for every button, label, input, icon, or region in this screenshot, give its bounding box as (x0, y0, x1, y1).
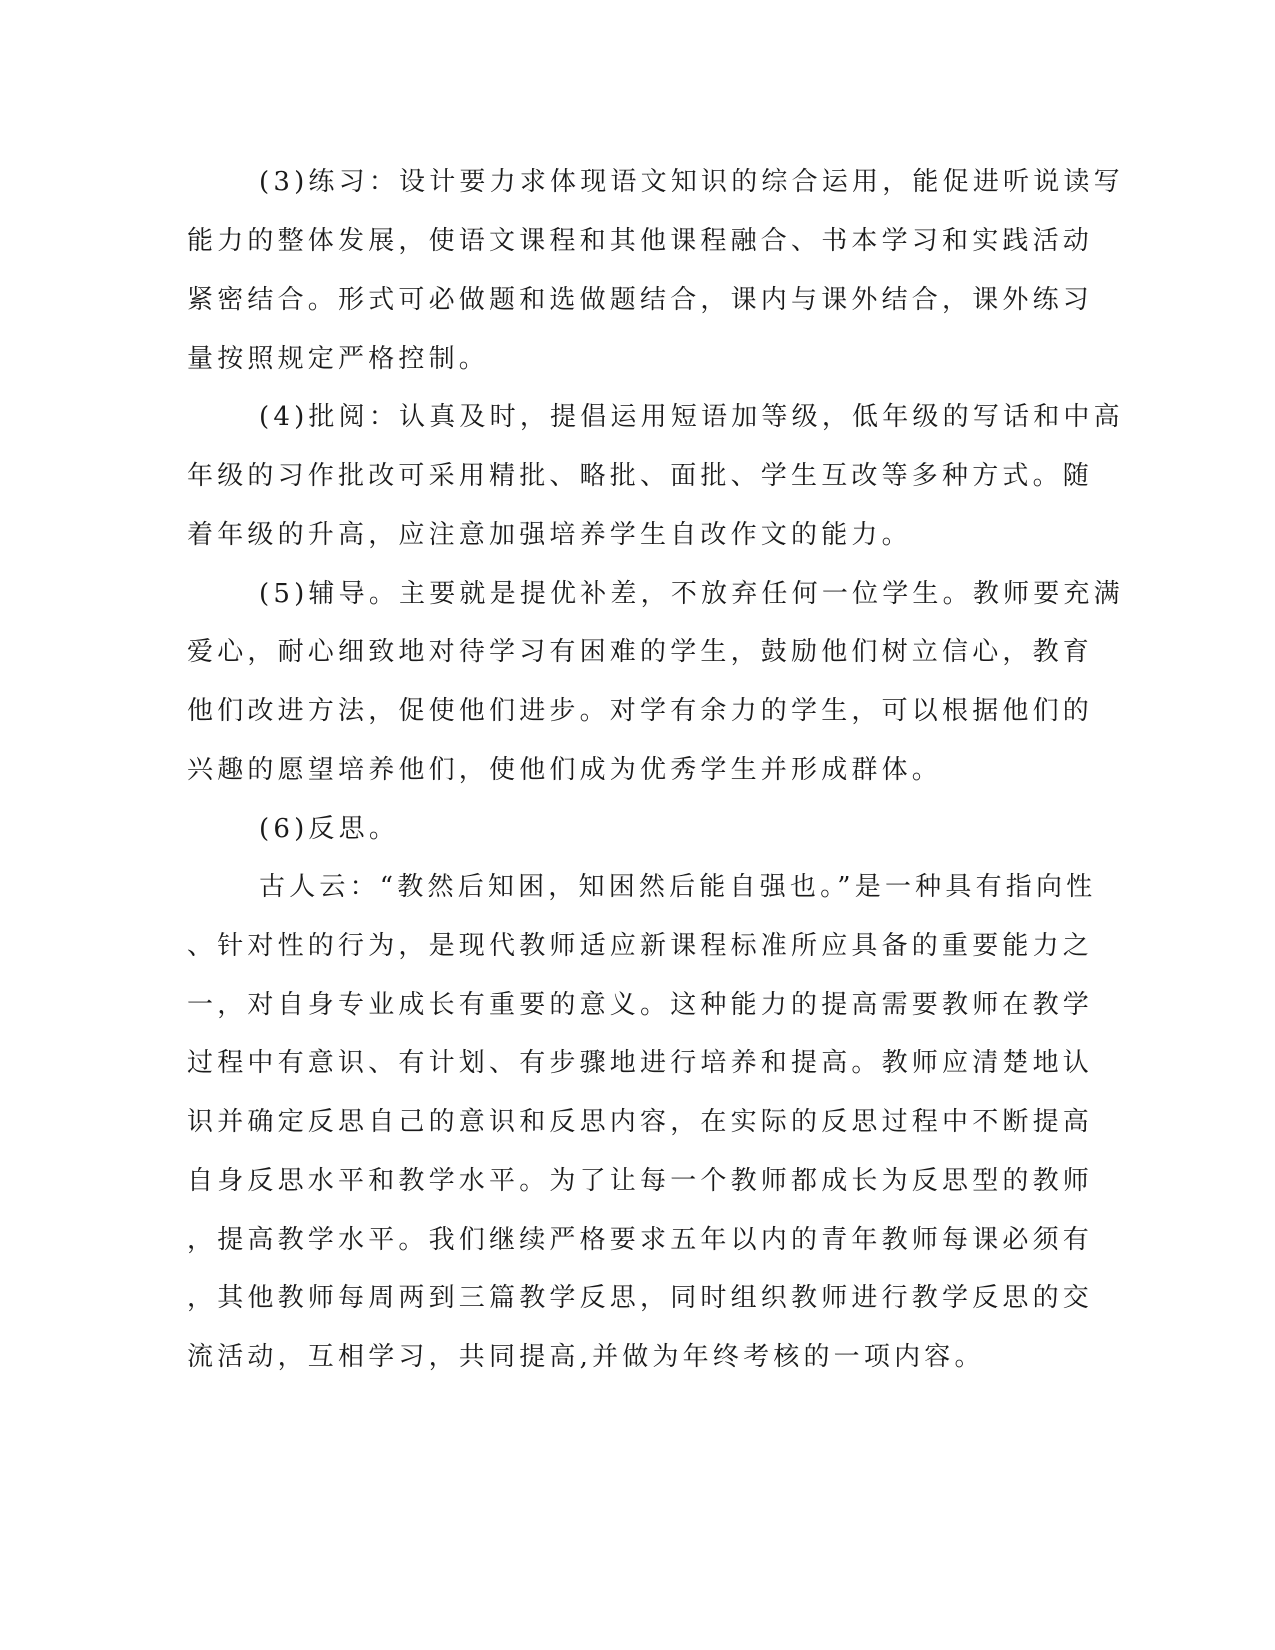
text-line: 他们改进方法，促使他们进步。对学有余力的学生，可以根据他们的 (187, 696, 1094, 726)
text-line: 过程中有意识、有计划、有步骤地进行培养和提高。教师应清楚地认 (187, 1048, 1094, 1078)
text-line: 爱心，耐心细致地对待学习有困难的学生，鼓励他们树立信心，教育 (187, 637, 1094, 667)
text-line: 紧密结合。形式可必做题和选做题结合，课内与课外结合，课外练习 (187, 285, 1094, 315)
text-line: (5)辅导。主要就是提优补差，不放弃任何一位学生。教师要充满 (259, 579, 1124, 609)
text-line: (4)批阅：认真及时，提倡运用短语加等级，低年级的写话和中高 (259, 402, 1124, 432)
text-line: 古人云：“教然后知困，知困然后能自强也。”是一种具有指向性 (259, 872, 1097, 902)
text-line: ，提高教学水平。我们继续严格要求五年以内的青年教师每课必须有 (187, 1225, 1094, 1255)
text-line: 一，对自身专业成长有重要的意义。这种能力的提高需要教师在教学 (187, 990, 1094, 1020)
text-line: 兴趣的愿望培养他们，使他们成为优秀学生并形成群体。 (187, 755, 943, 785)
text-line: 年级的习作批改可采用精批、略批、面批、学生互改等多种方式。随 (187, 461, 1094, 491)
text-line: ，其他教师每周两到三篇教学反思，同时组织教师进行教学反思的交 (187, 1283, 1094, 1313)
text-line: 、针对性的行为，是现代教师适应新课程标准所应具备的重要能力之 (187, 931, 1094, 961)
text-line: 自身反思水平和教学水平。为了让每一个教师都成长为反思型的教师 (187, 1166, 1094, 1196)
text-line: 量按照规定严格控制。 (187, 344, 490, 374)
text-line: 着年级的升高，应注意加强培养学生自改作文的能力。 (187, 520, 912, 550)
text-line: 识并确定反思自己的意识和反思内容，在实际的反思过程中不断提高 (187, 1107, 1094, 1137)
text-line: (6)反思。 (259, 814, 400, 844)
text-line: 能力的整体发展，使语文课程和其他课程融合、书本学习和实践活动 (187, 226, 1094, 256)
text-line: 流活动，互相学习，共同提高,并做为年终考核的一项内容。 (187, 1342, 985, 1372)
text-line: (3)练习：设计要力求体现语文知识的综合运用，能促进听说读写 (259, 167, 1124, 197)
